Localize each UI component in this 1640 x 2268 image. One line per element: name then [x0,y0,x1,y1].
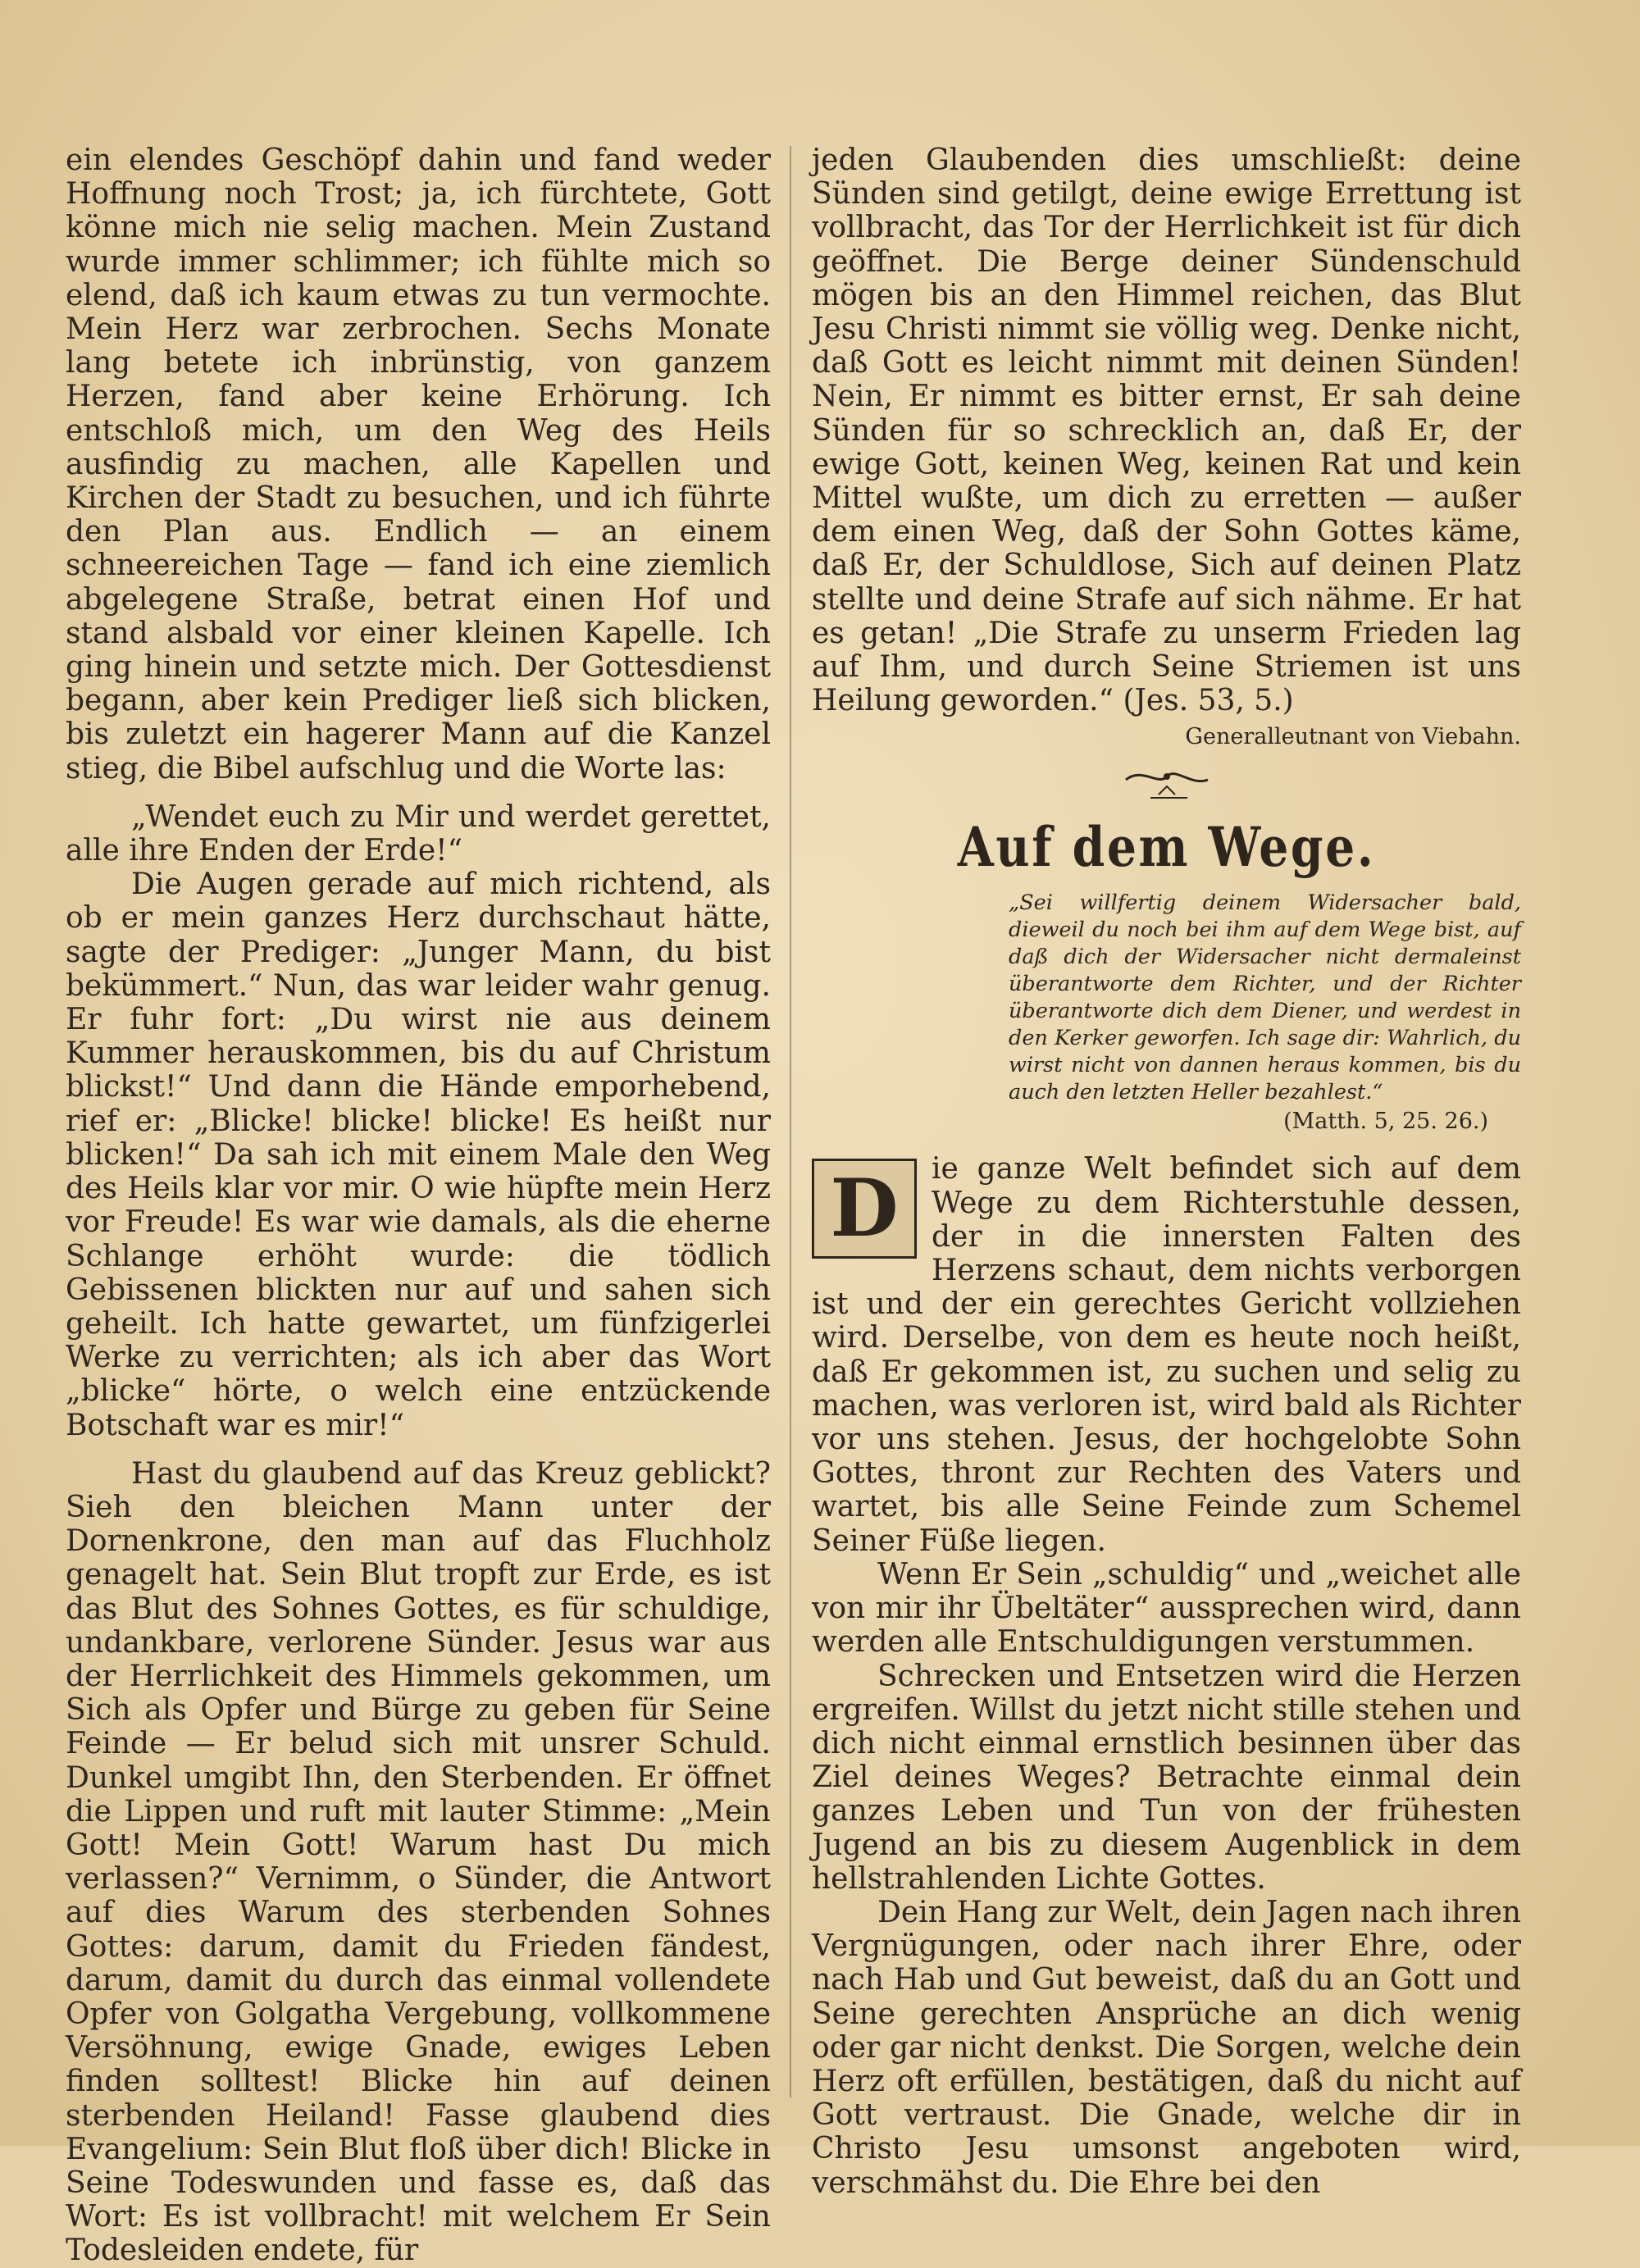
paragraph: ein elendes Geschöpf dahin und fand weder Hoffnung noch Trost; ja, ich fürchtete, Gott könne mich nie selig machen. Mein Zustand wurde immer schlimmer; ich fühlte mich so elend, daß ich kaum etwas zu tun vermochte. Mein Herz war zerbrochen. Sechs Monate lang betete ich inbrünstig, von ganzem Herzen, fand aber keine Erhörung. Ich entschloß mich, um den Weg des Heils ausfindig zu machen, alle Kapellen und Kirchen der Stadt zu besuchen, und ich führte den Plan aus. Endlich — an einem schneereichen Tage — fand ich eine ziemlich abgelegene Straße, betrat einen Hof und stand alsbald vor einer kleinen Kapelle. Ich ging hinein und setzte mich. Der Gottesdienst begann, aber kein Prediger ließ sich blicken, bis zuletzt ein hagerer Mann auf die Kanzel stieg, die Bibel aufschlug und die Worte las: [66,143,771,786]
epigraph-reference: (Matth. 5, 25. 26.) [1283,1109,1488,1135]
epigraph: „Sei willfertig deinem Widersacher bald, dieweil du noch bei ihm auf dem Wege bist, auf daß dich der Widersacher nicht dermaleinst überantworte dem Richter, und der Richter überantworte dich dem Diener, und werdest in den Kerker geworfen. Ich sage dir: Wahrlich, du wirst nicht von dannen heraus kommen, bis du auch den letzten Heller bezahlest.“ [1009,890,1521,1105]
paragraph: Hast du glaubend auf das Kreuz geblickt? Sieh den bleichen Mann unter der Dornenkrone, den man auf das Fluchholz genagelt hat. Sein Blut tropft zur Erde, es ist das Blut des Sohnes Gottes, es für schuldige, undankbare, verlorene Sünder. Jesus war aus der Herrlichkeit des Himmels gekommen, um Sich als Opfer und Bürge zu geben für Seine Feinde — Er belud sich mit unsrer Schuld. Dunkel umgibt Ihn, den Sterbenden. Er öffnet die Lippen und ruft mit lauter Stimme: „Mein Gott! Mein Gott! Warum hast Du mich verlassen?“ Vernimm, o Sünder, die Antwort auf dies Warum des sterbenden Sohnes Gottes: darum, damit du Frieden fändest, darum, damit du durch das einmal vollendete Opfer von Golgatha Vergebung, vollkommene Versöhnung, ewige Gnade, ewiges Leben finden solltest! Blicke hin auf deinen sterbenden Heiland! Fasse glaubend dies Evangelium: Sein Blut floß über dich! Blicke in Seine Todeswunden und fasse es, daß das Wort: Es ist vollbracht! mit welchem Er Sein Todesleiden endete, für [66,1456,771,2268]
paragraph: Dein Hang zur Welt, dein Jagen nach ihren Vergnügungen, oder nach ihrer Ehre, oder nach Hab und Gut beweist, daß du an Gott und Seine gerechten Ansprüche an dich wenig oder gar nicht denkst. Die Sorgen, welche dein Herz oft erfüllen, bestätigen, daß du nicht auf Gott vertraust. Die Gnade, welche dir in Christo Jesu umsonst angeboten wird, verschmähst du. Die Ehre bei den [812,1895,1521,2200]
ornament-icon [812,762,1521,811]
drop-cap: D [812,1159,917,1259]
paragraph: Die Augen gerade auf mich richtend, als ob er mein ganzes Herz durchschaut hätte, sagte der Prediger: „Junger Mann, du bist bekümmert.“ Nun, das war leider wahr genug. Er fuhr fort: „Du wirst nie aus deinem Kummer herauskommen, bis du auf Christum blickst!“ Und dann die Hände emporhebend, rief er: „Blicke! blicke! blicke! Es heißt nur blicken!“ Da sah ich mit einem Male den Weg des Heils klar vor mir. O wie hüpfte mein Herz vor Freude! Es war wie damals, als die eherne Schlange erhöht wurde: die tödlich Gebissenen blickten nur auf und sahen sich geheilt. Ich hatte gewartet, um fünfzigerlei Werke zu verrichten; als ich aber das Wort „blicke“ hörte, o welch eine entzückende Botschaft war es mir!“ [66,868,771,1442]
paragraph: Wenn Er Sein „schuldig“ und „weichet alle von mir ihr Übeltäter“ aussprechen wird, dann werden alle Entschuldigungen verstummen. [812,1557,1521,1660]
bible-verse: „Wendet euch zu Mir und werdet gerettet, alle ihre Enden der Erde!“ [66,799,771,868]
paragraph: Schrecken und Entsetzen wird die Herzen ergreifen. Willst du jetzt nicht stille stehen und dich nicht einmal ernstlich besinnen über das Ziel deines Weges? Betrachte einmal dein ganzes Leben und Tun von der frühesten Jugend an bis zu diesem Augenblick in dem hellstrahlenden Lichte Gottes. [812,1659,1521,1896]
right-column [812,143,1521,2200]
column-divider [790,146,791,2097]
left-column [66,143,771,2268]
article-headline: Auf dem Wege. [957,815,1376,880]
author-signature: Generalleutnant von Viebahn. [1185,724,1521,750]
paragraph: jeden Glaubenden dies umschließt: deine Sünden sind getilgt, deine ewige Errettung ist vollbracht, das Tor der Herrlichkeit ist für dich geöffnet. Die Berge deiner Sündenschuld mögen bis an den Himmel reichen, das Blut Jesu Christi nimmt sie völlig weg. Denke nicht, daß Gott es leicht nimmt mit deinen Sünden! Nein, Er nimmt es bitter ernst, Er sah deine Sünden für so schrecklich an, daß Er, der ewige Gott, keinen Weg, keinen Rat und kein Mittel wußte, um dich zu erretten — außer dem einen Weg, daß der Sohn Gottes käme, daß Er, der Schuldlose, Sich auf deinen Platz stellte und deine Strafe auf sich nähme. Er hat es getan! „Die Strafe zu unserm Frieden lag auf Ihm, und durch Seine Striemen ist uns Heilung geworden.“ (Jes. 53, 5.) [812,143,1521,718]
paragraph [812,1152,1521,1557]
paragraph-text: ie ganze Welt befindet sich auf dem Wege zu dem Richterstuhle dessen, der in die innersten Falten des Herzens schaut, dem nichts verborgen ist und der ein gerechtes Gericht vollziehen wird. Derselbe, von dem es heute noch heißt, daß Er gekommen ist, zu suchen und selig zu machen, was verloren ist, wird bald als Richter vor uns stehen. Jesus, der hochgelobte Sohn Gottes, thront zur Rechten des Vaters und wartet, bis alle Seine Feinde zum Schemel Seiner Füße liegen. [812,1152,1521,1558]
